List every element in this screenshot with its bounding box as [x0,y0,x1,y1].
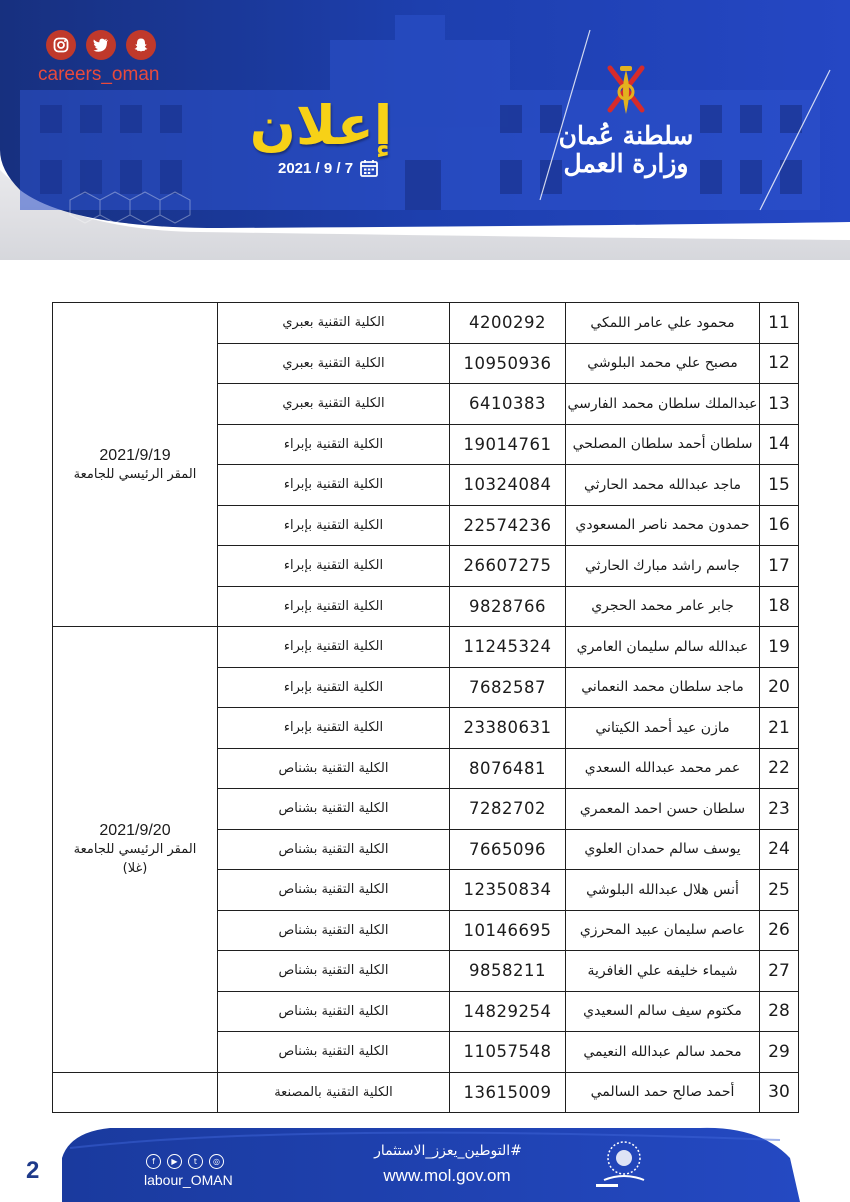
candidate-name: ماجد عبدالله محمد الحارثي [566,465,760,506]
college-name: الكلية التقنية بعبري [218,384,450,425]
row-number: 17 [760,546,799,587]
college-name: الكلية التقنية بإبراء [218,586,450,627]
row-number: 11 [760,303,799,344]
interview-venue-empty [53,1072,218,1113]
civil-id: 14829254 [450,991,566,1032]
civil-id: 10324084 [450,465,566,506]
youtube-icon[interactable]: ▶ [167,1154,182,1169]
civil-id: 8076481 [450,748,566,789]
candidate-name: مصبح علي محمد البلوشي [566,343,760,384]
candidate-name: عمر محمد عبدالله السعدي [566,748,760,789]
interview-venue [53,627,218,1073]
candidate-name: عبدالملك سلطان محمد الفارسي [566,384,760,425]
college-name: الكلية التقنية بشناص [218,789,450,830]
interview-venue [53,303,218,627]
row-number: 27 [760,951,799,992]
candidate-name: حمدون محمد ناصر المسعودي [566,505,760,546]
footer-social-icons [146,1154,224,1169]
announcement-title: إعلان [249,94,393,157]
civil-id: 7282702 [450,789,566,830]
candidate-name: ماجد سلطان محمد النعماني [566,667,760,708]
civil-id: 13615009 [450,1072,566,1113]
page-number: 2 [26,1157,40,1184]
footer-slogan: #التوطين_يعزز_الاستثمار [374,1143,522,1159]
college-name: الكلية التقنية بعبري [218,303,450,344]
college-name: الكلية التقنية بإبراء [218,667,450,708]
college-name: الكلية التقنية بإبراء [218,708,450,749]
civil-id: 6410383 [450,384,566,425]
calendar-icon [359,158,379,178]
venue-location: المقر الرئيسي للجامعة [73,841,197,857]
header-social-icons [46,30,156,60]
candidates-table [52,302,799,1113]
candidate-name: مكتوم سيف سالم السعيدي [566,991,760,1032]
civil-id: 12350834 [450,870,566,911]
college-name: الكلية التقنية بإبراء [218,424,450,465]
page-header [0,0,850,260]
college-name: الكلية التقنية بشناص [218,1032,450,1073]
footer-social-handle: labour_OMAN [144,1172,233,1188]
candidate-name: سلطان أحمد سلطان المصلحي [566,424,760,465]
candidate-name: محمود علي عامر اللمكي [566,303,760,344]
row-number: 18 [760,586,799,627]
college-name: الكلية التقنية بشناص [218,910,450,951]
ministry-footer-logo-icon [590,1132,650,1192]
row-number: 29 [760,1032,799,1073]
table-row [53,627,799,668]
venue-location-detail: (غلا) [122,860,148,876]
civil-id: 10146695 [450,910,566,951]
row-number: 14 [760,424,799,465]
interview-date: 2021/9/19 [99,446,171,464]
candidate-name: عاصم سليمان عبيد المحرزي [566,910,760,951]
civil-id: 22574236 [450,505,566,546]
civil-id: 7682587 [450,667,566,708]
facebook-icon[interactable]: f [146,1154,161,1169]
civil-id: 4200292 [450,303,566,344]
candidates-table-body [53,303,799,1113]
college-name: الكلية التقنية بعبري [218,343,450,384]
twitter-icon[interactable]: t [188,1154,203,1169]
civil-id: 9858211 [450,951,566,992]
row-number: 20 [760,667,799,708]
row-number: 19 [760,627,799,668]
ministry-country: سلطنة عُمان [558,121,694,150]
row-number: 21 [760,708,799,749]
civil-id: 19014761 [450,424,566,465]
candidate-name: سلطان حسن احمد المعمري [566,789,760,830]
footer-website[interactable]: www.mol.gov.om [383,1166,511,1185]
college-name: الكلية التقنية بإبراء [218,546,450,587]
candidate-name: عبدالله سالم سليمان العامري [566,627,760,668]
candidate-name: أنس هلال عبدالله البلوشي [566,870,760,911]
interview-date: 2021/9/20 [99,821,171,839]
row-number: 16 [760,505,799,546]
social-handle: careers_oman [38,64,160,85]
candidate-name: جابر عامر محمد الحجري [566,586,760,627]
row-number: 12 [760,343,799,384]
candidate-name: يوسف سالم حمدان العلوي [566,829,760,870]
snapchat-icon[interactable] [126,30,156,60]
row-number: 28 [760,991,799,1032]
college-name: الكلية التقنية بإبراء [218,505,450,546]
civil-id: 11057548 [450,1032,566,1073]
college-name: الكلية التقنية بشناص [218,951,450,992]
candidate-name: محمد سالم عبدالله النعيمي [566,1032,760,1073]
civil-id: 7665096 [450,829,566,870]
college-name: الكلية التقنية بإبراء [218,465,450,506]
row-number: 15 [760,465,799,506]
announcement-date [278,158,379,178]
civil-id: 9828766 [450,586,566,627]
row-number: 30 [760,1072,799,1113]
instagram-icon[interactable] [46,30,76,60]
candidate-name: مازن عيد أحمد الكيتاني [566,708,760,749]
civil-id: 10950936 [450,343,566,384]
college-name: الكلية التقنية بإبراء [218,627,450,668]
college-name: الكلية التقنية بشناص [218,748,450,789]
row-number: 22 [760,748,799,789]
college-name: الكلية التقنية بالمصنعة [218,1072,450,1113]
twitter-icon[interactable] [86,30,116,60]
ministry-logo-text [556,122,696,178]
row-number: 26 [760,910,799,951]
civil-id: 11245324 [450,627,566,668]
college-name: الكلية التقنية بشناص [218,829,450,870]
civil-id: 26607275 [450,546,566,587]
candidate-name: جاسم راشد مبارك الحارثي [566,546,760,587]
ministry-name: وزارة العمل [563,149,689,178]
venue-location: المقر الرئيسي للجامعة [73,466,197,482]
footer-background [0,1118,850,1202]
instagram-icon[interactable]: ◎ [209,1154,224,1169]
row-number: 25 [760,870,799,911]
table-row [53,1072,799,1113]
college-name: الكلية التقنية بشناص [218,870,450,911]
oman-emblem-icon [600,60,652,122]
row-number: 13 [760,384,799,425]
announcement-date-text: 2021 / 9 / 7 [278,159,354,177]
row-number: 24 [760,829,799,870]
page-footer [0,1118,850,1202]
college-name: الكلية التقنية بشناص [218,991,450,1032]
candidate-name: شيماء خليفه علي الغافرية [566,951,760,992]
candidate-name: أحمد صالح حمد السالمي [566,1072,760,1113]
row-number: 23 [760,789,799,830]
civil-id: 23380631 [450,708,566,749]
table-row [53,303,799,344]
